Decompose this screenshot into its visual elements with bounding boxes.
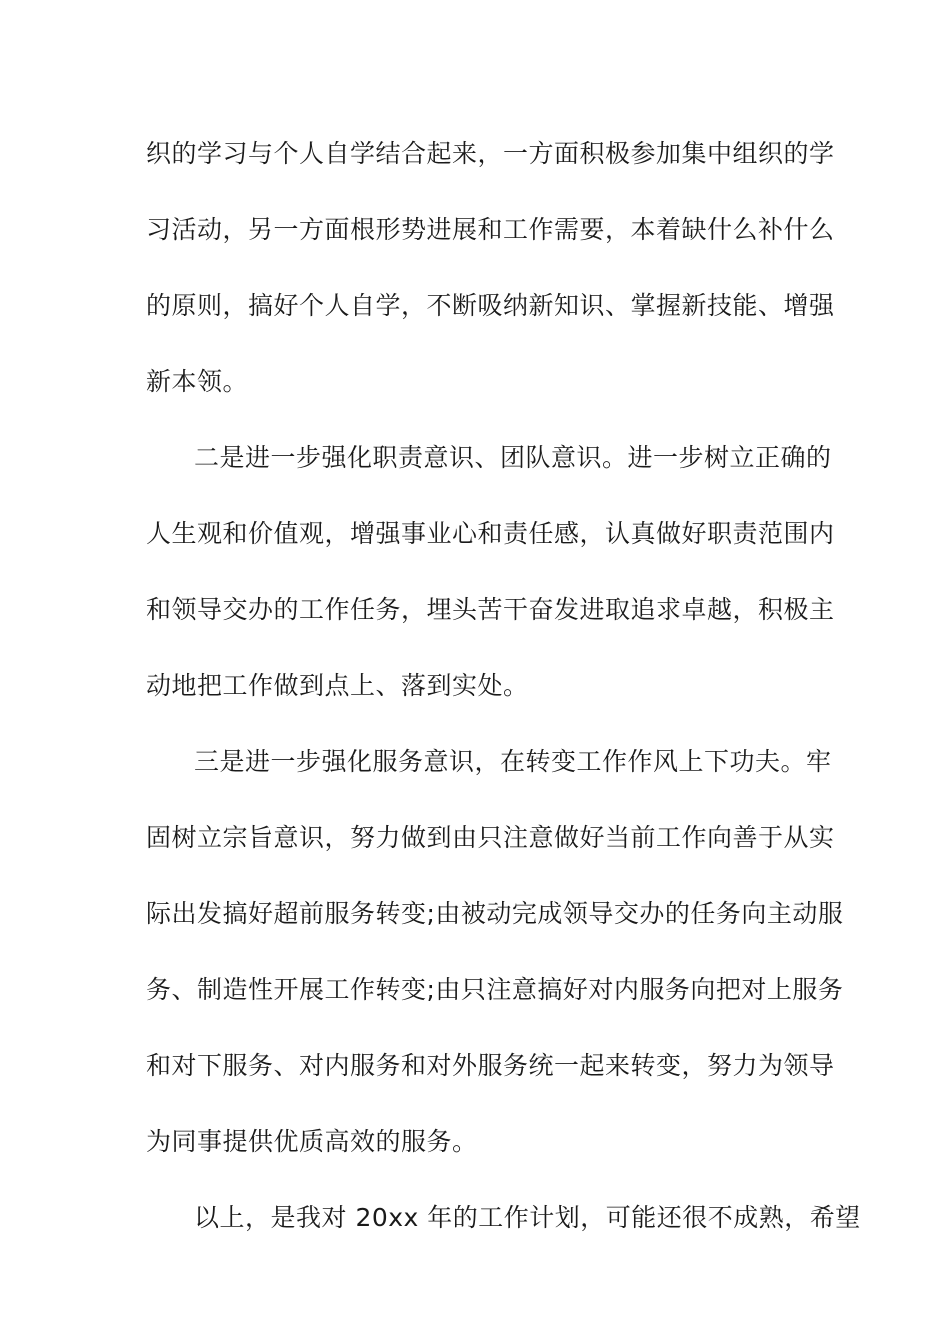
text-line: 新本领。 — [146, 367, 249, 396]
text-line: 务、制造性开展工作转变;由只注意搞好对内服务向把对上服务 — [146, 975, 844, 1004]
text-line: 三是进一步强化服务意识，在转变工作作风上下功夫。牢 — [194, 747, 832, 776]
paragraph — [146, 1195, 861, 1271]
text-line: 的原则，搞好个人自学，不断吸纳新知识、掌握新技能、增强 — [146, 291, 835, 320]
text-line: 织的学习与个人自学结合起来，一方面积极参加集中组织的学 — [146, 139, 835, 168]
paragraph — [146, 131, 835, 435]
text-line: 二是进一步强化职责意识、团队意识。进一步树立正确的 — [194, 443, 832, 472]
text-line: 际出发搞好超前服务转变;由被动完成领导交办的任务向主动服 — [146, 899, 844, 928]
text-line: 固树立宗旨意识，努力做到由只注意做好当前工作向善于从实 — [146, 823, 835, 852]
text-line: 人生观和价值观，增强事业心和责任感，认真做好职责范围内 — [146, 519, 835, 548]
text-line: 和对下服务、对内服务和对外服务统一起来转变，努力为领导 — [146, 1051, 835, 1080]
text-line: 和领导交办的工作任务，埋头苦干奋发进取追求卓越，积极主 — [146, 595, 835, 624]
document-body — [146, 131, 861, 1271]
text-line: 习活动，另一方面根形势进展和工作需要，本着缺什么补什么 — [146, 215, 835, 244]
text-line: 为同事提供优质高效的服务。 — [146, 1127, 478, 1156]
paragraph — [146, 739, 844, 1195]
text-line: 动地把工作做到点上、落到实处。 — [146, 671, 529, 700]
paragraph — [146, 435, 835, 739]
text-line: 以上，是我对 20xx 年的工作计划，可能还很不成熟，希望 — [194, 1203, 861, 1232]
